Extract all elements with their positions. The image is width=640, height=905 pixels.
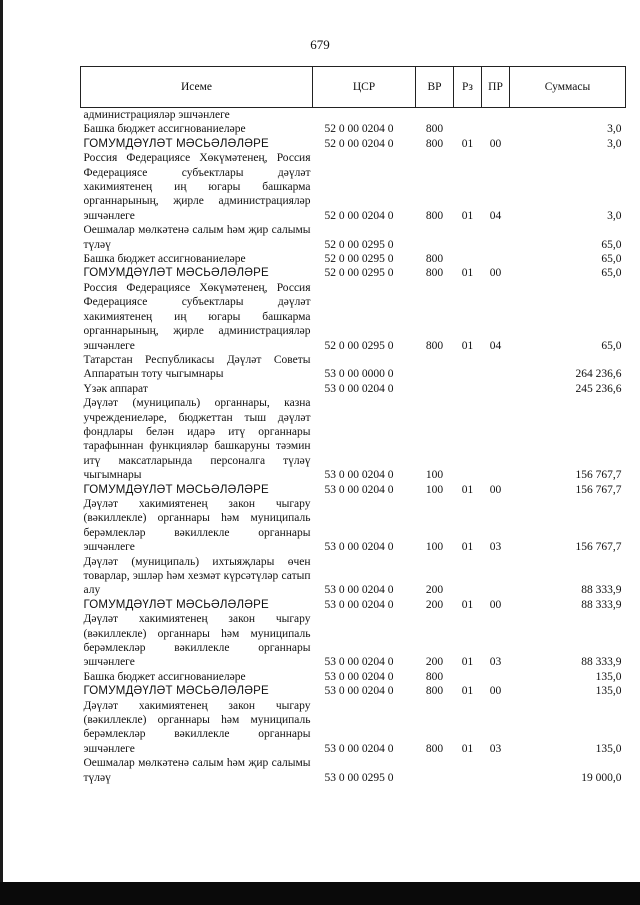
cell-rz [454, 108, 482, 123]
cell-csr: 52 0 00 0295 0 [324, 267, 394, 280]
cell-sum: 19 000,0 [581, 771, 622, 784]
cell-pr: 03 [489, 541, 502, 554]
cell-csr: 53 0 00 0000 0 [324, 368, 394, 381]
cell-name: Башка бюджет ассигнованиеләре [83, 670, 246, 683]
cell-pr [482, 382, 510, 396]
col-header-rz: Рз [454, 67, 482, 108]
table-row [81, 598, 626, 612]
table-row [81, 266, 626, 280]
col-header-name: Исеме [81, 67, 313, 108]
cell-csr: 53 0 00 0204 0 [324, 584, 394, 597]
cell-pr: 03 [489, 656, 502, 669]
table-row [81, 396, 626, 482]
col-header-csr: ЦСР [313, 67, 416, 108]
cell-csr: 53 0 00 0204 0 [324, 469, 394, 482]
cell-pr [482, 122, 510, 136]
cell-rz [454, 555, 482, 598]
cell-vr: 800 [425, 685, 444, 698]
cell-csr: 52 0 00 0295 0 [324, 238, 394, 251]
cell-vr: 800 [425, 339, 444, 352]
cell-rz [454, 756, 482, 785]
cell-sum: 88 333,9 [581, 598, 622, 611]
cell-csr: 53 0 00 0204 0 [324, 742, 394, 755]
cell-csr: 53 0 00 0204 0 [324, 670, 394, 683]
cell-name: Оешмалар мөлкәтенә салым һәм җир салымы түләү [83, 224, 311, 251]
cell-vr: 800 [425, 670, 444, 683]
table-row [81, 756, 626, 785]
cell-sum: 3,0 [607, 209, 622, 222]
cell-rz: 01 [461, 598, 474, 611]
cell-vr [416, 223, 454, 252]
table-row [81, 699, 626, 757]
cell-sum: 65,0 [601, 339, 622, 352]
cell-sum: 3,0 [607, 137, 622, 150]
cell-pr: 00 [489, 267, 502, 280]
cell-vr: 800 [425, 123, 444, 136]
table-row [81, 684, 626, 698]
cell-pr: 00 [489, 137, 502, 150]
cell-pr: 00 [489, 483, 502, 496]
cell-csr: 53 0 00 0204 0 [324, 598, 394, 611]
table-row [81, 281, 626, 353]
table-row [81, 483, 626, 497]
cell-csr: 52 0 00 0204 0 [324, 123, 394, 136]
cell-sum: 135,0 [595, 670, 622, 683]
cell-name: администрацияләр эшчәнлеге [83, 109, 230, 121]
cell-sum: 156 767,7 [575, 469, 622, 482]
cell-rz [454, 353, 482, 382]
cell-sum: 156 767,7 [575, 483, 622, 496]
cell-name: Дәүләт хакимиятенең закон чыгару (вәкиллекле) органнары һәм муниципаль берәмлекләр вәкиллекле органнары эшчәнлеге [83, 699, 311, 755]
table-row [81, 555, 626, 598]
cell-pr [482, 555, 510, 598]
cell-rz [454, 382, 482, 396]
cell-name: Дәүләт хакимиятенең закон чыгару (вәкиллекле) органнары һәм муниципаль берәмлекләр вәкиллекле органнары эшчәнлеге [83, 613, 311, 669]
cell-pr: 00 [489, 685, 502, 698]
cell-vr: 800 [425, 267, 444, 280]
cell-vr [416, 353, 454, 382]
cell-vr: 100 [425, 541, 444, 554]
cell-sum: 65,0 [601, 253, 622, 266]
cell-pr: 03 [489, 742, 502, 755]
cell-sum: 135,0 [595, 742, 622, 755]
cell-rz: 01 [461, 742, 474, 755]
cell-csr: 52 0 00 0204 0 [324, 209, 394, 222]
cell-rz: 01 [461, 483, 474, 496]
scan-left-edge [0, 0, 3, 905]
cell-csr: 53 0 00 0204 0 [324, 656, 394, 669]
cell-name: ГОМУМДӘҮЛӘТ МӘСЬӘЛӘЛӘРЕ [83, 137, 269, 150]
cell-pr [482, 670, 510, 684]
cell-vr: 200 [425, 656, 444, 669]
cell-rz [454, 670, 482, 684]
cell-vr: 100 [425, 469, 444, 482]
cell-sum: 245 236,6 [575, 382, 622, 395]
cell-csr: 53 0 00 0204 0 [324, 483, 394, 496]
cell-name: Башка бюджет ассигнованиеләре [83, 253, 246, 266]
cell-sum: 88 333,9 [581, 656, 622, 669]
cell-pr: 04 [489, 209, 502, 222]
cell-csr: 52 0 00 0204 0 [324, 137, 394, 150]
table-row [81, 137, 626, 151]
cell-vr [416, 382, 454, 396]
cell-name: ГОМУМДӘҮЛӘТ МӘСЬӘЛӘЛӘРЕ [83, 685, 269, 698]
cell-sum: 3,0 [607, 123, 622, 136]
page-number: 679 [310, 37, 330, 52]
cell-sum: 65,0 [601, 267, 622, 280]
cell-rz: 01 [461, 685, 474, 698]
cell-csr: 52 0 00 0295 0 [324, 339, 394, 352]
table-row [81, 497, 626, 555]
cell-rz [454, 122, 482, 136]
cell-pr [482, 396, 510, 482]
cell-pr [482, 108, 510, 123]
cell-sum [510, 108, 626, 123]
cell-vr: 200 [425, 598, 444, 611]
cell-name: Үзәк аппарат [83, 382, 148, 395]
cell-pr: 00 [489, 598, 502, 611]
cell-sum: 88 333,9 [581, 584, 622, 597]
cell-vr: 800 [425, 137, 444, 150]
cell-vr: 100 [425, 483, 444, 496]
cell-name: ГОМУМДӘҮЛӘТ МӘСЬӘЛӘЛӘРЕ [83, 267, 269, 280]
cell-name: Дәүләт хакимиятенең закон чыгару (вәкиллекле) органнары һәм муниципаль берәмлекләр вәкиллекле органнары эшчәнлеге [83, 497, 311, 554]
col-header-sum: Суммасы [510, 67, 626, 108]
cell-sum: 135,0 [595, 685, 622, 698]
cell-pr [482, 252, 510, 266]
cell-rz: 01 [461, 541, 474, 554]
cell-name: Оешмалар мөлкәтенә салым һәм җир салымы түләү [83, 757, 311, 784]
cell-csr: 52 0 00 0295 0 [324, 253, 394, 266]
cell-vr: 200 [425, 584, 444, 597]
col-header-pr: ПР [482, 67, 510, 108]
cell-sum: 65,0 [601, 238, 622, 251]
budget-table [80, 66, 626, 785]
cell-rz [454, 396, 482, 482]
table-row [81, 122, 626, 136]
cell-name: ГОМУМДӘҮЛӘТ МӘСЬӘЛӘЛӘРЕ [83, 598, 269, 611]
table-row [81, 151, 626, 223]
cell-pr: 04 [489, 339, 502, 352]
cell-rz: 01 [461, 267, 474, 280]
cell-csr [313, 108, 416, 123]
cell-csr: 53 0 00 0204 0 [324, 382, 394, 395]
table-header-row [81, 67, 626, 108]
cell-pr [482, 756, 510, 785]
cell-rz [454, 252, 482, 266]
cell-csr: 53 0 00 0204 0 [324, 541, 394, 554]
cell-sum: 264 236,6 [575, 368, 622, 381]
cell-rz: 01 [461, 656, 474, 669]
cell-csr: 53 0 00 0204 0 [324, 685, 394, 698]
cell-rz: 01 [461, 209, 474, 222]
col-header-vr: ВР [416, 67, 454, 108]
cell-rz: 01 [461, 137, 474, 150]
cell-rz: 01 [461, 339, 474, 352]
cell-sum: 156 767,7 [575, 541, 622, 554]
table-body [81, 108, 626, 786]
cell-vr: 800 [425, 209, 444, 222]
cell-name: Россия Федерациясе Хөкүмәтенең, Россия Федерациясе субъектлары дәүләт хакимиятенең иң югары башкарма органнарының, җирле администрацияләр эшчәнлеге [83, 281, 311, 352]
cell-rz [454, 223, 482, 252]
table-row [81, 382, 626, 396]
table-row [81, 223, 626, 252]
cell-name: Дәүләт (муниципаль) органнары, казна учреждениеләре, бюджеттан тыш дәүләт фондлары белән идарә итү органнары тарафыннан функцияләр башкаруны тәэмин итү максатларында персоналга түләү чыгымнары [83, 397, 311, 482]
table-row [81, 612, 626, 670]
cell-name: ГОМУМДӘҮЛӘТ МӘСЬӘЛӘЛӘРЕ [83, 483, 269, 496]
table-row [81, 108, 626, 123]
table-row [81, 252, 626, 266]
cell-vr [416, 756, 454, 785]
cell-name: Татарстан Республикасы Дәүләт Советы Аппаратын тоту чыгымнары [83, 353, 311, 381]
scan-bottom-bar [0, 882, 640, 905]
cell-pr [482, 223, 510, 252]
table-row [81, 353, 626, 382]
cell-name: Россия Федерациясе Хөкүмәтенең, Россия Федерациясе субъектлары дәүләт хакимиятенең иң югары башкарма органнарының, җирле администрацияләр эшчәнлеге [83, 152, 311, 222]
cell-name: Башка бюджет ассигнованиеләре [83, 123, 246, 136]
cell-vr: 800 [425, 253, 444, 266]
table-row [81, 670, 626, 684]
cell-vr: 800 [425, 742, 444, 755]
cell-csr: 53 0 00 0295 0 [324, 771, 394, 784]
cell-vr [416, 108, 454, 123]
cell-pr [482, 353, 510, 382]
cell-name: Дәүләт (муниципаль) ихтыяҗлары өчен товарлар, эшләр һәм хезмәт күрсәтүләр сатып алу [83, 555, 311, 597]
